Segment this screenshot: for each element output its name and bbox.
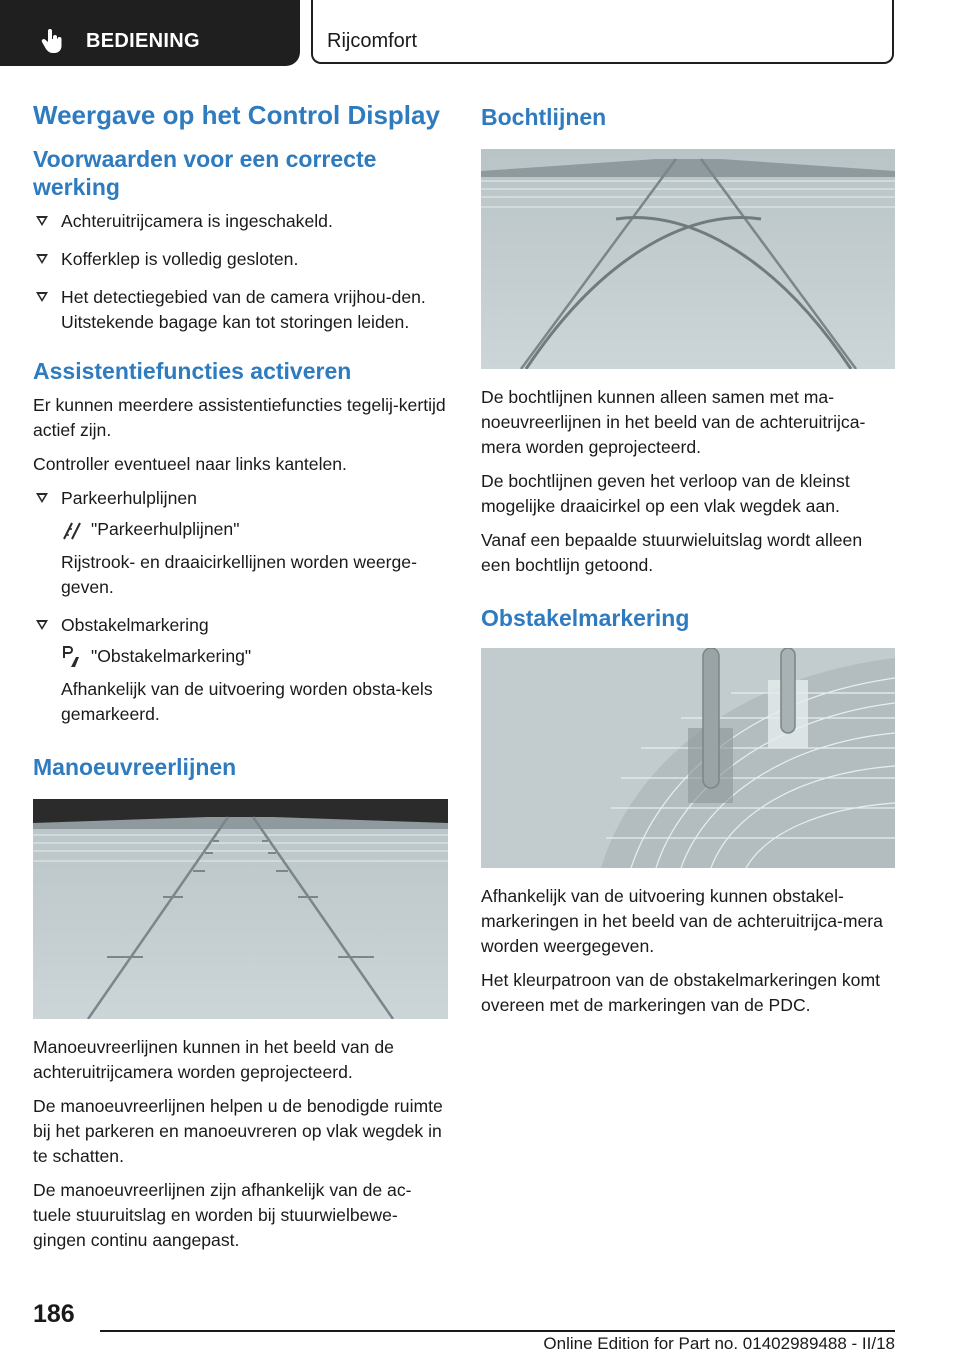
edition-note: Online Edition for Part no. 01402989488 - II/18	[543, 1334, 895, 1353]
bullet-triangle-icon	[36, 292, 48, 302]
bullet-triangle-icon	[36, 216, 48, 226]
curve-p2: De bochtlijnen geven het verloop van de kleinst mogelijke draaicirkel op een vlak wegdek aan.	[481, 471, 850, 517]
menu-parking-lines: "Parkeerhulplijnen"	[91, 519, 240, 540]
parking-lines-icon	[61, 519, 83, 541]
conditions-list	[33, 209, 448, 335]
list-item: Obstakelmarkering "Obstakelmarkering" Afhankelijk van de uitvoering worden obsta-kels gemarkeerd.	[33, 613, 448, 727]
chapter-tab	[311, 0, 894, 64]
section-title: BEDIENING	[86, 30, 200, 52]
assist-list	[33, 486, 448, 727]
list-item: Parkeerhulplijnen "Parkeerhulplijnen" Rijstrook- en draaicirkellijnen worden weerge-geven.	[33, 486, 448, 600]
bullet-triangle-icon	[36, 254, 48, 264]
list-item: Achteruitrijcamera is ingeschakeld.	[33, 209, 448, 234]
list-item: Het detectiegebied van de camera vrijhou-den. Uitstekende bagage kan tot storingen leiden.	[33, 285, 448, 335]
curve-heading: Bochtlijnen	[481, 104, 607, 130]
footer-divider	[100, 1330, 895, 1332]
page-header	[0, 0, 960, 66]
hand-pointer-icon	[40, 28, 66, 54]
assist-controller: Controller eventueel naar links kantelen.	[33, 454, 347, 475]
page-number: 186	[33, 1300, 75, 1328]
maneuver-lines-image	[33, 799, 448, 1019]
chapter-title: Rijcomfort	[327, 30, 418, 52]
obstacle-heading: Obstakelmarkering	[481, 605, 690, 632]
obstacle-p1: Afhankelijk van de uitvoering kunnen obstakel-markeringen in het beeld van de achteruitrijca-mera worden weergegeven.	[481, 886, 883, 957]
right-column	[481, 103, 895, 1027]
bullet-triangle-icon	[36, 493, 48, 503]
assist-intro: Er kunnen meerdere assistentiefuncties tegelij-kertijd actief zijn.	[33, 395, 446, 441]
maneuver-p1: Manoeuvreerlijnen kunnen in het beeld van de achteruitrijcamera worden geprojecteerd.	[33, 1037, 394, 1083]
bullet-triangle-icon	[36, 620, 48, 630]
conditions-heading: Voorwaarden voor een correcte werking	[33, 146, 377, 201]
list-item: Kofferklep is volledig gesloten.	[33, 247, 448, 272]
left-column	[33, 100, 448, 1262]
maneuver-heading: Manoeuvreerlijnen	[33, 754, 237, 781]
assist-heading: Assistentiefuncties activeren	[33, 358, 352, 385]
page-title: Weergave op het Control Display	[33, 100, 440, 130]
curve-lines-image	[481, 149, 895, 369]
maneuver-p2: De manoeuvreerlijnen helpen u de benodigde ruimte bij het parkeren en manoeuvreren op vlak wegdek in te schatten.	[33, 1096, 443, 1167]
curve-p1: De bochtlijnen kunnen alleen samen met ma-noeuvreerlijnen in het beeld van de achteruitrijca-mera worden geprojecteerd.	[481, 387, 866, 458]
menu-obstacle-marking: "Obstakelmarkering"	[91, 646, 252, 667]
obstacle-marking-icon	[61, 645, 83, 669]
section-tab	[0, 0, 300, 66]
obstacle-p2: Het kleurpatroon van de obstakelmarkeringen komt overeen met de markeringen van de PDC.	[481, 970, 881, 1016]
obstacle-marking-image	[481, 648, 895, 868]
maneuver-p3: De manoeuvreerlijnen zijn afhankelijk van de ac-tuele stuuruitslag en worden bij stuurwielbewe-gingen continu aangepast.	[33, 1180, 412, 1251]
curve-p3: Vanaf een bepaalde stuurwieluitslag wordt alleen een bochtlijn getoond.	[481, 530, 863, 576]
